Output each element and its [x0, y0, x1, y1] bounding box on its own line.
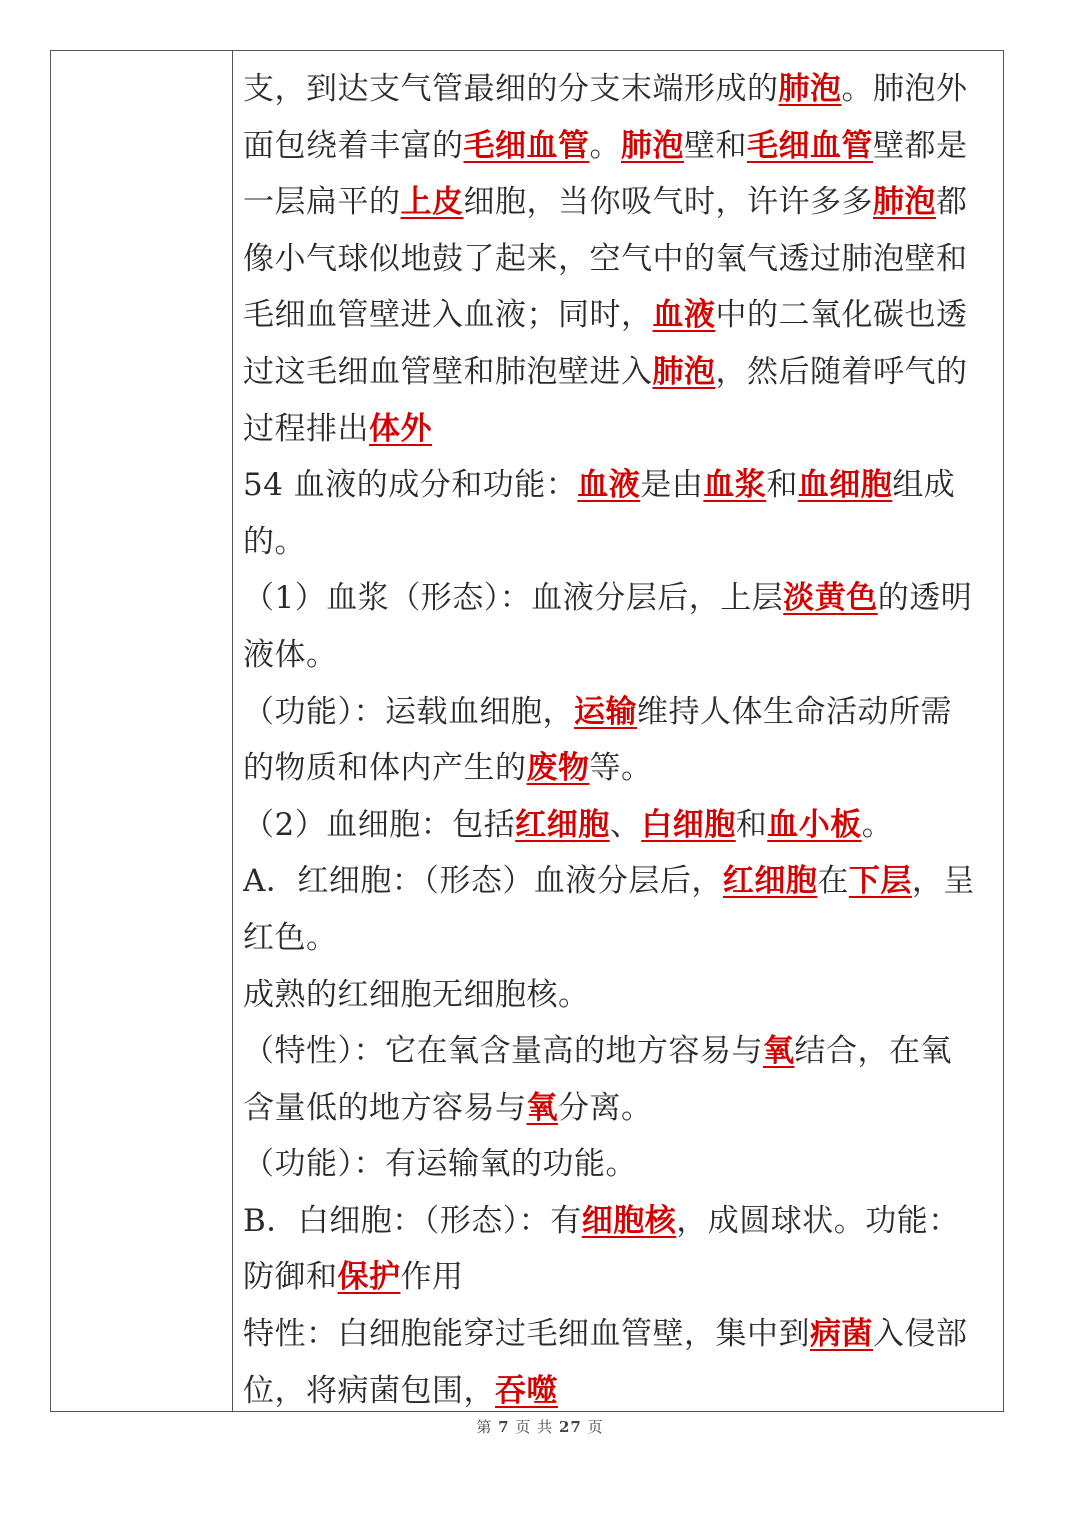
keyword-highlight: 淡黄色	[783, 580, 878, 617]
text-segment: 细胞，当你吸气时，许许多多	[463, 184, 873, 221]
text-line	[243, 967, 991, 1024]
text-segment: 作用	[400, 1259, 464, 1296]
text-segment: 的物质和体内产生的	[243, 750, 527, 787]
keyword-highlight: 病菌	[810, 1316, 873, 1353]
keyword-highlight: 上皮	[400, 184, 464, 221]
text-line	[243, 344, 991, 401]
text-segment: 和	[735, 806, 768, 843]
text-line	[243, 174, 991, 231]
text-segment: 结合，在氧	[794, 1033, 952, 1070]
text-segment: 、	[609, 806, 642, 843]
keyword-highlight: 血液	[652, 297, 716, 334]
text-segment: 像小气球似地鼓了起来，空气中的氧气透过肺泡壁和	[243, 240, 968, 277]
table-left-column	[51, 51, 233, 1411]
text-line	[243, 1080, 991, 1137]
keyword-highlight: 废物	[526, 750, 590, 787]
text-segment: 是由	[640, 467, 704, 504]
text-line	[243, 61, 991, 118]
text-line	[243, 740, 991, 797]
keyword-highlight: 毛细血管	[747, 127, 873, 164]
page-footer	[0, 1416, 1080, 1437]
text-segment: （1）血浆（形态）：血液分层后，上层	[243, 580, 784, 617]
footer-prefix: 第	[476, 1418, 493, 1436]
text-segment: 毛细血管壁进入血液；同时，	[243, 297, 653, 334]
text-segment: 过程排出	[243, 410, 369, 447]
text-segment: 防御和	[243, 1259, 338, 1296]
text-segment: （功能）：运载血细胞，	[243, 693, 574, 730]
text-line	[243, 287, 991, 344]
text-line	[243, 231, 991, 288]
text-segment: 的透明	[877, 580, 973, 617]
text-line	[243, 853, 991, 910]
keyword-highlight: 红细胞	[515, 806, 610, 843]
text-segment: 入侵部	[873, 1316, 968, 1353]
text-segment: B．白细胞：（形态）：有	[243, 1202, 582, 1239]
keyword-highlight: 肺泡	[778, 71, 842, 107]
text-line	[243, 401, 991, 458]
text-segment: 壁和	[684, 127, 747, 164]
footer-suffix: 页	[587, 1418, 604, 1436]
keyword-highlight: 细胞核	[581, 1202, 677, 1239]
text-segment: 位，将病菌包围，	[243, 1372, 495, 1409]
text-segment: 组成	[892, 467, 956, 504]
text-segment: 红色。	[243, 919, 338, 956]
text-segment: 面包绕着丰富的	[243, 127, 464, 164]
keyword-highlight: 血液	[577, 467, 641, 504]
text-segment: 都	[936, 184, 968, 221]
keyword-highlight: 氧	[526, 1089, 558, 1126]
keyword-highlight: 运输	[574, 693, 637, 730]
text-line	[243, 1193, 991, 1250]
text-segment: 等。	[589, 750, 653, 787]
keyword-highlight: 下层	[848, 863, 912, 900]
text-line	[243, 570, 991, 627]
text-segment: 。肺泡外	[841, 71, 968, 107]
text-segment: ，成圆球状。功能：	[676, 1202, 960, 1239]
keyword-highlight: 肺泡	[873, 184, 936, 221]
footer-total-pages: 27	[558, 1418, 582, 1436]
keyword-highlight: 氧	[763, 1033, 795, 1070]
text-line	[243, 118, 991, 175]
text-segment: 。	[589, 127, 621, 164]
keyword-highlight: 肺泡	[652, 353, 716, 390]
keyword-highlight: 肺泡	[621, 127, 684, 164]
text-segment: A．红细胞：（形态）血液分层后，	[243, 863, 723, 900]
text-line	[243, 1023, 991, 1080]
text-segment: 特性：白细胞能穿过毛细血管壁，集中到	[243, 1316, 810, 1353]
text-segment: （功能）：有运输氧的功能。	[243, 1146, 637, 1183]
content-table	[50, 50, 1004, 1412]
text-segment: 液体。	[243, 636, 338, 673]
text-line	[243, 797, 991, 854]
text-segment: 54 血液的成分和功能：	[243, 467, 578, 504]
keyword-highlight: 白细胞	[641, 806, 736, 843]
text-segment: 。	[861, 806, 894, 843]
text-line	[243, 457, 991, 514]
keyword-highlight: 血小板	[767, 806, 862, 843]
text-segment: 维持人体生命活动所需	[637, 693, 952, 730]
text-segment: （2）血细胞：包括	[243, 806, 516, 843]
text-segment: ，呈	[911, 863, 975, 900]
keyword-highlight: 保护	[337, 1259, 401, 1296]
text-segment: 壁都是	[873, 127, 968, 164]
keyword-highlight: 体外	[369, 410, 432, 447]
text-segment: 过这毛细血管壁和肺泡壁进入	[243, 353, 653, 390]
text-segment: 中的二氧化碳也透	[715, 297, 968, 334]
keyword-highlight: 毛细血管	[463, 127, 590, 164]
text-segment: 一层扁平的	[243, 184, 401, 221]
text-line	[243, 684, 991, 741]
text-segment: 支，到达支气管最细的分支末端形成的	[243, 71, 779, 107]
text-line	[243, 1136, 991, 1193]
text-line	[243, 514, 991, 571]
keyword-highlight: 血浆	[703, 467, 767, 504]
text-segment: （特性）：它在氧含量高的地方容易与	[243, 1033, 763, 1070]
text-segment: 和	[766, 467, 798, 504]
text-line	[243, 1363, 991, 1420]
table-right-column	[233, 51, 1003, 1411]
footer-page-number: 7	[498, 1418, 510, 1436]
text-line	[243, 1249, 991, 1306]
text-segment: 含量低的地方容易与	[243, 1089, 527, 1126]
text-line	[243, 627, 991, 684]
footer-middle: 页 共	[515, 1418, 554, 1436]
text-segment: 分离。	[558, 1089, 653, 1126]
text-line	[243, 1306, 991, 1363]
keyword-highlight: 吞噬	[495, 1372, 558, 1409]
text-segment: ，然后随着呼气的	[715, 353, 968, 390]
text-segment: 的。	[243, 523, 306, 560]
keyword-highlight: 血细胞	[797, 467, 893, 504]
text-line	[243, 910, 991, 967]
keyword-highlight: 红细胞	[722, 863, 818, 900]
text-segment: 在	[817, 863, 849, 900]
text-segment: 成熟的红细胞无细胞核。	[243, 976, 590, 1013]
